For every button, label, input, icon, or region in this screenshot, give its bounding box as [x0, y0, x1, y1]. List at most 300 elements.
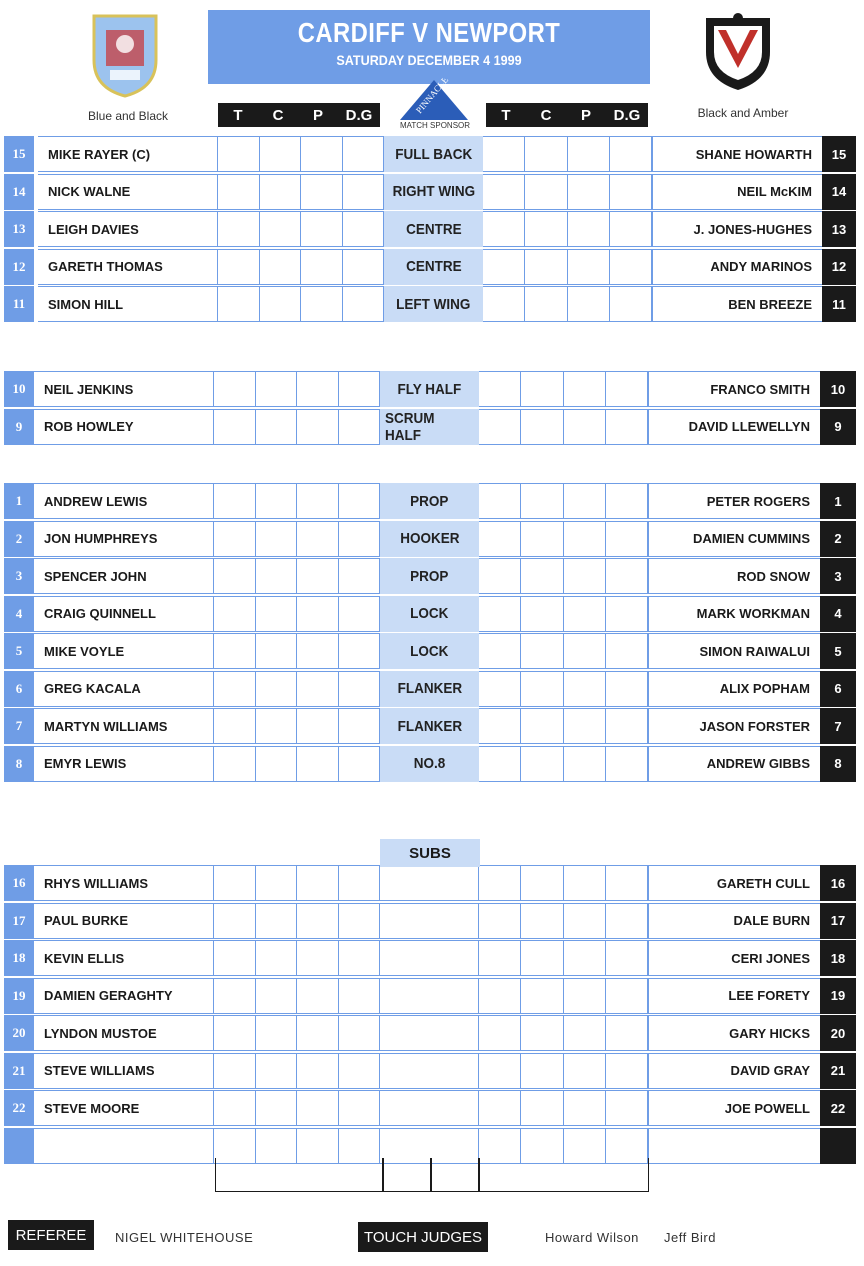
home-score-cell: [260, 174, 302, 210]
away-score-cell: [606, 1015, 648, 1051]
away-score-cell: [525, 136, 567, 172]
away-score-cell: [483, 211, 525, 247]
away-score-cell: [521, 483, 563, 519]
home-score-cell: [214, 409, 256, 445]
away-player-name: FRANCO SMITH: [648, 371, 820, 407]
col-tries: T: [501, 106, 511, 124]
home-score-cell: [256, 1053, 298, 1089]
home-score-cell: [214, 1053, 256, 1089]
home-score-cell: [256, 1015, 298, 1051]
total-divider: [431, 1158, 479, 1192]
away-score-columns-header: [486, 103, 648, 127]
player-row: [0, 596, 864, 632]
home-score-cell: [256, 671, 298, 707]
home-player-name: RHYS WILLIAMS: [34, 865, 214, 901]
away-score-cell: [564, 978, 606, 1014]
home-score-cell: [339, 371, 381, 407]
col-drop-goals: D.G: [345, 106, 373, 124]
position-label: [380, 483, 479, 519]
away-score-cell: [479, 708, 521, 744]
away-score-cell: [606, 596, 648, 632]
position-label: [380, 596, 479, 632]
home-shirt-number: 15: [4, 136, 34, 172]
touch-judges-label: TOUCH JUDGES: [358, 1222, 488, 1252]
position-label: [380, 409, 479, 445]
away-score-cell: [564, 1015, 606, 1051]
away-shirt-number: [820, 1128, 856, 1164]
away-shirt-number: 2: [820, 521, 856, 557]
home-score-cell: [297, 865, 339, 901]
home-shirt-number: 11: [4, 286, 34, 322]
home-score-cell: [297, 940, 339, 976]
away-score-cell: [564, 940, 606, 976]
away-score-cell: [564, 903, 606, 939]
home-score-cell: [260, 136, 302, 172]
home-player-name: [34, 1128, 214, 1164]
home-score-cell: [339, 903, 381, 939]
home-score-cell: [301, 249, 343, 285]
home-shirt-number: 22: [4, 1090, 34, 1126]
home-score-cell: [214, 521, 256, 557]
player-row: [0, 249, 864, 285]
away-score-cell: [521, 1090, 563, 1126]
away-score-cell: [564, 708, 606, 744]
position-text: FULL BACK: [394, 145, 472, 163]
home-score-cell: [297, 596, 339, 632]
away-score-cell: [483, 249, 525, 285]
home-score-cell: [339, 596, 381, 632]
home-score-cell: [297, 978, 339, 1014]
away-score-cell: [483, 136, 525, 172]
home-shirt-number: 13: [4, 211, 34, 247]
away-shirt-number: 12: [822, 249, 856, 285]
home-player-name: LEIGH DAVIES: [38, 211, 218, 247]
away-player-name: ANDREW GIBBS: [648, 746, 820, 782]
player-row: [0, 174, 864, 210]
sponsor-logo: [398, 78, 470, 122]
home-score-cell: [218, 249, 260, 285]
away-player-name: SIMON RAIWALUI: [648, 633, 820, 669]
home-score-cell: [256, 940, 298, 976]
home-score-cell: [297, 1090, 339, 1126]
player-row: [0, 746, 864, 782]
away-score-cell: [525, 249, 567, 285]
home-score-cell: [339, 558, 381, 594]
home-score-cell: [339, 633, 381, 669]
referee-label: REFEREE: [8, 1220, 94, 1250]
away-shirt-number: 15: [822, 136, 856, 172]
away-player-name: JASON FORSTER: [648, 708, 820, 744]
away-score-cell: [568, 174, 610, 210]
home-score-cell: [214, 746, 256, 782]
home-score-cell: [214, 708, 256, 744]
away-score-cell: [564, 558, 606, 594]
home-player-name: KEVIN ELLIS: [34, 940, 214, 976]
away-shirt-number: 8: [820, 746, 856, 782]
away-score-cell: [606, 1053, 648, 1089]
col-penalties: P: [312, 106, 323, 124]
home-score-cell: [218, 174, 260, 210]
away-score-cell: [479, 671, 521, 707]
home-score-cell: [297, 903, 339, 939]
home-score-cell: [343, 211, 385, 247]
away-player-name: DAVID GRAY: [648, 1053, 820, 1089]
away-score-cell: [606, 483, 648, 519]
home-score-cell: [260, 286, 302, 322]
subs-label: SUBS: [380, 839, 480, 867]
home-score-cell: [256, 746, 298, 782]
home-score-cell: [339, 483, 381, 519]
away-score-cell: [525, 286, 567, 322]
position-text: LEFT WING: [396, 295, 471, 313]
away-player-name: JOE POWELL: [648, 1090, 820, 1126]
away-team-colors: Black and Amber: [697, 106, 789, 120]
home-score-cell: [339, 409, 381, 445]
home-score-cell: [297, 746, 339, 782]
position-text: NO.8: [413, 755, 446, 772]
away-shirt-number: 1: [820, 483, 856, 519]
subs-centre-cell: [380, 865, 479, 901]
home-shirt-number: 19: [4, 978, 34, 1014]
away-score-cell: [564, 521, 606, 557]
player-row: [0, 409, 864, 445]
away-score-cell: [479, 903, 521, 939]
away-score-cell: [479, 746, 521, 782]
player-row: [0, 558, 864, 594]
away-player-name: DALE BURN: [648, 903, 820, 939]
away-shirt-number: 9: [820, 409, 856, 445]
home-shirt-number: 4: [4, 596, 34, 632]
player-row: [0, 708, 864, 744]
home-score-cell: [214, 483, 256, 519]
home-score-cell: [218, 211, 260, 247]
position-label: [380, 558, 479, 594]
subs-centre-cell: [380, 1090, 479, 1126]
home-score-cell: [339, 671, 381, 707]
home-player-name: SIMON HILL: [38, 286, 218, 322]
away-score-cell: [525, 211, 567, 247]
referee-name: NIGEL WHITEHOUSE: [115, 1230, 254, 1245]
away-score-cell: [568, 249, 610, 285]
position-text: FLANKER: [397, 680, 462, 697]
home-player-name: CRAIG QUINNELL: [34, 596, 214, 632]
home-score-cell: [256, 708, 298, 744]
home-score-cell: [339, 978, 381, 1014]
away-score-cell: [479, 521, 521, 557]
away-score-cell: [606, 671, 648, 707]
away-score-cell: [521, 633, 563, 669]
away-player-name: SHANE HOWARTH: [652, 136, 822, 172]
away-player-name: MARK WORKMAN: [648, 596, 820, 632]
home-player-name: NICK WALNE: [38, 174, 218, 210]
away-crest: [704, 10, 772, 92]
position-text: PROP: [410, 567, 449, 585]
away-score-cell: [564, 596, 606, 632]
home-score-cell: [256, 903, 298, 939]
home-crest: [92, 14, 158, 98]
sponsor-brand: PINNACLE: [413, 78, 451, 116]
home-score-cell: [297, 371, 339, 407]
home-team-colors: Blue and Black: [87, 109, 169, 123]
home-score-cell: [256, 1090, 298, 1126]
home-score-cell: [256, 521, 298, 557]
position-label: [380, 521, 479, 557]
away-player-name: BEN BREEZE: [652, 286, 822, 322]
away-shirt-number: 11: [822, 286, 856, 322]
player-row: [0, 671, 864, 707]
home-score-cell: [297, 708, 339, 744]
home-score-cell: [218, 286, 260, 322]
home-score-cell: [214, 865, 256, 901]
away-score-cell: [606, 521, 648, 557]
away-score-cell: [521, 940, 563, 976]
away-score-cell: [606, 940, 648, 976]
player-row: [0, 371, 864, 407]
away-player-name: ALIX POPHAM: [648, 671, 820, 707]
position-label: [384, 286, 483, 322]
home-score-cell: [339, 746, 381, 782]
position-label: [380, 746, 479, 782]
away-score-cell: [564, 865, 606, 901]
home-score-cell: [343, 249, 385, 285]
away-score-cell: [564, 371, 606, 407]
home-shirt-number: 14: [4, 174, 34, 210]
home-shirt-number: 3: [4, 558, 34, 594]
home-score-cell: [218, 136, 260, 172]
away-shirt-number: 7: [820, 708, 856, 744]
away-score-cell: [521, 409, 563, 445]
subs-centre-cell: [380, 1053, 479, 1089]
home-player-name: GARETH THOMAS: [38, 249, 218, 285]
player-row: [0, 1090, 864, 1126]
position-text: CENTRE: [405, 258, 462, 275]
home-player-name: ANDREW LEWIS: [34, 483, 214, 519]
away-shirt-number: 16: [820, 865, 856, 901]
away-score-cell: [479, 978, 521, 1014]
away-player-name: [648, 1128, 820, 1164]
position-text: FLANKER: [397, 717, 462, 735]
home-score-cell: [256, 409, 298, 445]
position-text: LOCK: [410, 605, 449, 622]
position-text: FLY HALF: [397, 380, 462, 398]
away-score-cell: [606, 409, 648, 445]
home-player-name: MIKE RAYER (C): [38, 136, 218, 172]
home-shirt-number: 9: [4, 409, 34, 445]
away-score-cell: [606, 633, 648, 669]
away-score-cell: [606, 1090, 648, 1126]
away-score-cell: [521, 558, 563, 594]
home-score-cell: [214, 1015, 256, 1051]
away-score-cell: [521, 671, 563, 707]
away-score-cell: [521, 708, 563, 744]
player-row: [0, 1053, 864, 1089]
away-score-cell: [610, 136, 652, 172]
away-score-cell: [610, 174, 652, 210]
col-drop-goals: D.G: [613, 106, 641, 124]
away-shirt-number: 18: [820, 940, 856, 976]
away-score-cell: [568, 286, 610, 322]
home-player-name: GREG KACALA: [34, 671, 214, 707]
away-shirt-number: 10: [820, 371, 856, 407]
home-score-cell: [339, 940, 381, 976]
home-score-cell: [214, 903, 256, 939]
col-conversions: C: [540, 106, 552, 124]
match-title: CARDIFF V NEWPORT: [297, 17, 561, 48]
away-score-cell: [521, 978, 563, 1014]
touch-judge-2: Jeff Bird: [664, 1230, 716, 1245]
player-row: [0, 136, 864, 172]
away-score-cell: [479, 371, 521, 407]
away-score-cell: [564, 409, 606, 445]
position-text: RIGHT WING: [392, 183, 475, 200]
away-score-cell: [479, 1053, 521, 1089]
away-player-name: GARETH CULL: [648, 865, 820, 901]
position-label: [380, 371, 479, 407]
home-shirt-number: 16: [4, 865, 34, 901]
home-score-cell: [297, 633, 339, 669]
away-score-cell: [521, 596, 563, 632]
away-score-cell: [568, 136, 610, 172]
away-player-name: ROD SNOW: [648, 558, 820, 594]
away-score-cell: [564, 633, 606, 669]
player-row: [0, 865, 864, 901]
away-score-cell: [564, 483, 606, 519]
home-shirt-number: 17: [4, 903, 34, 939]
away-score-cell: [521, 903, 563, 939]
home-player-name: MIKE VOYLE: [34, 633, 214, 669]
position-label: [384, 174, 483, 210]
home-score-cell: [214, 940, 256, 976]
away-player-name: J. JONES-HUGHES: [652, 211, 822, 247]
home-score-cell: [260, 211, 302, 247]
away-score-cell: [606, 903, 648, 939]
away-score-cell: [521, 1015, 563, 1051]
home-player-name: DAMIEN GERAGHTY: [34, 978, 214, 1014]
subs-centre-cell: [380, 1015, 479, 1051]
match-date: SATURDAY DECEMBER 4 1999: [336, 52, 522, 68]
home-score-cell: [260, 249, 302, 285]
away-player-name: LEE FORETY: [648, 978, 820, 1014]
home-score-cell: [256, 558, 298, 594]
home-shirt-number: 7: [4, 708, 34, 744]
away-score-cell: [606, 558, 648, 594]
away-score-cell: [479, 1090, 521, 1126]
away-player-name: DAVID LLEWELLYN: [648, 409, 820, 445]
player-row: [0, 940, 864, 976]
away-score-cell: [610, 249, 652, 285]
away-score-cell: [606, 708, 648, 744]
away-score-cell: [606, 865, 648, 901]
home-score-cell: [214, 558, 256, 594]
away-shirt-number: 5: [820, 633, 856, 669]
home-score-cell: [214, 1090, 256, 1126]
home-score-cell: [297, 409, 339, 445]
position-text: CENTRE: [405, 220, 462, 238]
home-player-name: NEIL JENKINS: [34, 371, 214, 407]
home-score-cell: [339, 708, 381, 744]
home-score-cell: [256, 596, 298, 632]
position-text: HOOKER: [399, 530, 460, 547]
player-row: [0, 903, 864, 939]
away-score-cell: [606, 371, 648, 407]
home-score-cell: [301, 211, 343, 247]
home-score-cell: [214, 596, 256, 632]
away-score-cell: [606, 978, 648, 1014]
away-score-cell: [479, 633, 521, 669]
position-label: [384, 249, 483, 285]
home-player-name: JON HUMPHREYS: [34, 521, 214, 557]
away-score-cell: [564, 1053, 606, 1089]
home-player-name: PAUL BURKE: [34, 903, 214, 939]
subs-centre-cell: [380, 978, 479, 1014]
home-score-cell: [343, 174, 385, 210]
away-score-cell: [610, 286, 652, 322]
away-shirt-number: 22: [820, 1090, 856, 1126]
away-player-name: ANDY MARINOS: [652, 249, 822, 285]
home-player-name: LYNDON MUSTOE: [34, 1015, 214, 1051]
home-shirt-number: 12: [4, 249, 34, 285]
position-text: LOCK: [410, 642, 449, 660]
home-score-cell: [339, 521, 381, 557]
home-score-cell: [256, 633, 298, 669]
home-player-name: ROB HOWLEY: [34, 409, 214, 445]
home-player-name: EMYR LEWIS: [34, 746, 214, 782]
home-shirt-number: 8: [4, 746, 34, 782]
away-score-cell: [479, 1015, 521, 1051]
touch-judge-1: Howard Wilson: [545, 1230, 639, 1245]
away-score-cell: [606, 746, 648, 782]
home-score-cell: [339, 1015, 381, 1051]
away-score-cell: [564, 671, 606, 707]
home-score-cell: [301, 136, 343, 172]
away-score-cell: [521, 521, 563, 557]
sponsor-label: MATCH SPONSOR: [399, 121, 471, 130]
away-player-name: NEIL McKIM: [652, 174, 822, 210]
home-shirt-number: 2: [4, 521, 34, 557]
home-player-name: MARTYN WILLIAMS: [34, 708, 214, 744]
player-row: [0, 1015, 864, 1051]
away-shirt-number: 13: [822, 211, 856, 247]
position-label: [384, 136, 483, 172]
away-score-cell: [564, 1090, 606, 1126]
away-score-cell: [483, 174, 525, 210]
away-score-cell: [479, 940, 521, 976]
position-label: [380, 671, 479, 707]
home-shirt-number: 6: [4, 671, 34, 707]
away-player-name: GARY HICKS: [648, 1015, 820, 1051]
home-score-cell: [301, 174, 343, 210]
home-score-cell: [297, 521, 339, 557]
home-shirt-number: [4, 1128, 34, 1164]
home-score-cell: [297, 1015, 339, 1051]
player-row: [0, 521, 864, 557]
position-text: PROP: [410, 492, 449, 510]
away-shirt-number: 19: [820, 978, 856, 1014]
home-shirt-number: 21: [4, 1053, 34, 1089]
home-score-columns-header: [218, 103, 380, 127]
position-label: [384, 211, 483, 247]
home-score-cell: [301, 286, 343, 322]
home-score-cell: [256, 483, 298, 519]
home-score-cell: [256, 978, 298, 1014]
player-row: [0, 483, 864, 519]
home-shirt-number: 5: [4, 633, 34, 669]
away-player-name: CERI JONES: [648, 940, 820, 976]
away-score-cell: [521, 1053, 563, 1089]
player-row: [0, 286, 864, 322]
home-shirt-number: 18: [4, 940, 34, 976]
home-total-box: [215, 1158, 383, 1192]
